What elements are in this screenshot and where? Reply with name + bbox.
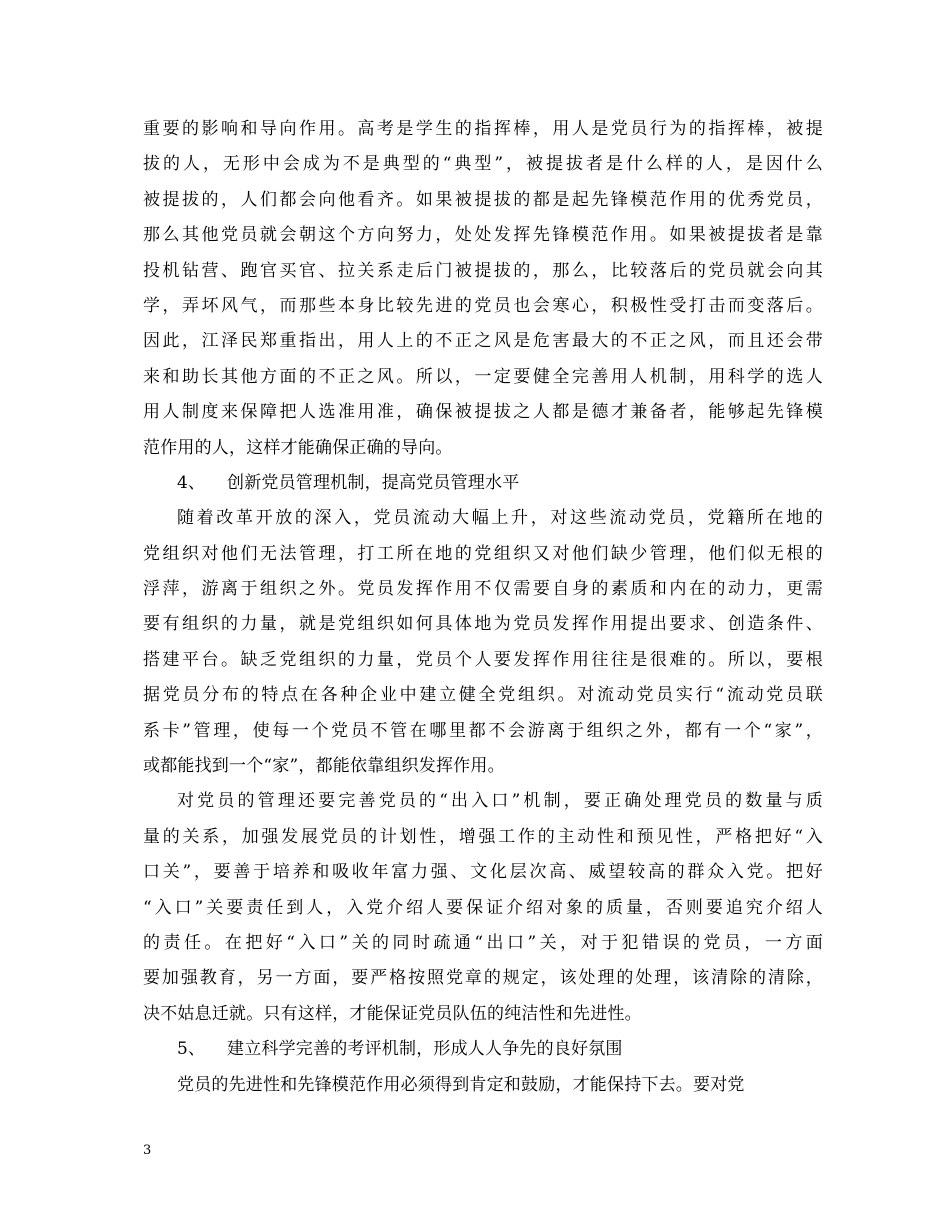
text-line: 拔的人，无形中会成为不是典型的“典型”，被提拔者是什么样的人，是因什么 <box>143 154 823 175</box>
text-line: 范作用的人，这样才能确保正确的导向。 <box>143 437 453 458</box>
text-line: 被提拔的，人们都会向他看齐。如果被提拔的都是起先锋模范作用的优秀党员， <box>143 189 823 210</box>
text-line: 据党员分布的特点在各种企业中建立健全党组织。对流动党员实行“流动党员联 <box>143 685 823 706</box>
page-body <box>143 112 823 1103</box>
text-line: 对党员的管理还要完善党员的“出入口”机制，要正确处理党员的数量与质 <box>177 791 823 812</box>
text-line: 因此，江泽民郑重指出，用人上的不正之风是危害最大的不正之风，而且还会带 <box>143 331 823 352</box>
text-line: 重要的影响和导向作用。高考是学生的指挥棒，用人是党员行为的指挥棒，被提 <box>143 119 823 139</box>
text-line: 浮萍，游离于组织之外。党员发挥作用不仅需要自身的素质和内在的动力，更需 <box>143 579 823 600</box>
text-line: 口关”，要善于培养和吸收年富力强、文化层次高、威望较高的群众入党。把好 <box>143 862 823 883</box>
text-line: 要有组织的力量，就是党组织如何具体地为党员发挥作用提出要求、创造条件、 <box>143 614 823 635</box>
text-line: 要加强教育，另一方面，要严格按照党章的规定，该处理的处理，该清除的清除， <box>143 968 823 989</box>
text-line: 来和助长其他方面的不正之风。所以，一定要健全完善用人机制，用科学的选人 <box>143 366 823 387</box>
body-paragraph <box>143 501 823 784</box>
text-line: 决不姑息迁就。只有这样，才能保证党员队伍的纯洁性和先进性。 <box>143 1003 642 1024</box>
text-line: 量的关系，加强发展党员的计划性，增强工作的主动性和预见性，严格把好“入 <box>143 826 823 847</box>
section-title: 创新党员管理机制，提高党员管理水平 <box>227 472 520 493</box>
text-line: 搭建平台。缺乏党组织的力量，党员个人要发挥作用往往是很难的。所以，要根 <box>143 649 823 670</box>
section-number: 5、 <box>177 1039 206 1060</box>
section-heading <box>143 1032 823 1067</box>
text-line: 随着改革开放的深入，党员流动大幅上升，对这些流动党员，党籍所在地的 <box>177 508 823 529</box>
text-line: 那么其他党员就会朝这个方向努力，处处发挥先锋模范作用。如果被提拔者是靠 <box>143 225 823 246</box>
text-line: 系卡”管理，使每一个党员不管在哪里都不会游离于组织之外，都有一个“家”， <box>143 720 823 741</box>
section-title: 建立科学完善的考评机制，形成人人争先的良好氛围 <box>227 1039 623 1060</box>
section-number: 4、 <box>177 472 206 493</box>
text-line: 的责任。在把好“入口”关的同时疏通“出口”关，对于犯错误的党员，一方面 <box>143 932 823 953</box>
text-line: 或都能找到一个“家”，都能依靠组织发挥作用。 <box>143 756 505 777</box>
text-line: 投机钻营、跑官买官、拉关系走后门被提拔的，那么，比较落后的党员就会向其 <box>143 260 823 281</box>
body-paragraph <box>143 1068 823 1103</box>
body-paragraph <box>143 784 823 1032</box>
body-paragraph <box>143 112 823 466</box>
text-line: “入口”关要责任到人，入党介绍人要保证介绍对象的质量，否则要追究介绍人 <box>143 897 823 918</box>
text-line: 用人制度来保障把人选准用准，确保被提拔之人都是德才兼备者，能够起先锋模 <box>143 402 823 423</box>
text-line: 党组织对他们无法管理，打工所在地的党组织又对他们缺少管理，他们似无根的 <box>143 543 823 564</box>
text-line: 党员的先进性和先锋模范作用必须得到肯定和鼓励，才能保持下去。要对党 <box>177 1074 745 1095</box>
page-number: 3 <box>143 1143 152 1158</box>
text-line: 学，弄坏风气，而那些本身比较先进的党员也会寒心，积极性受打击而变落后。 <box>143 295 823 316</box>
section-heading <box>143 466 823 501</box>
